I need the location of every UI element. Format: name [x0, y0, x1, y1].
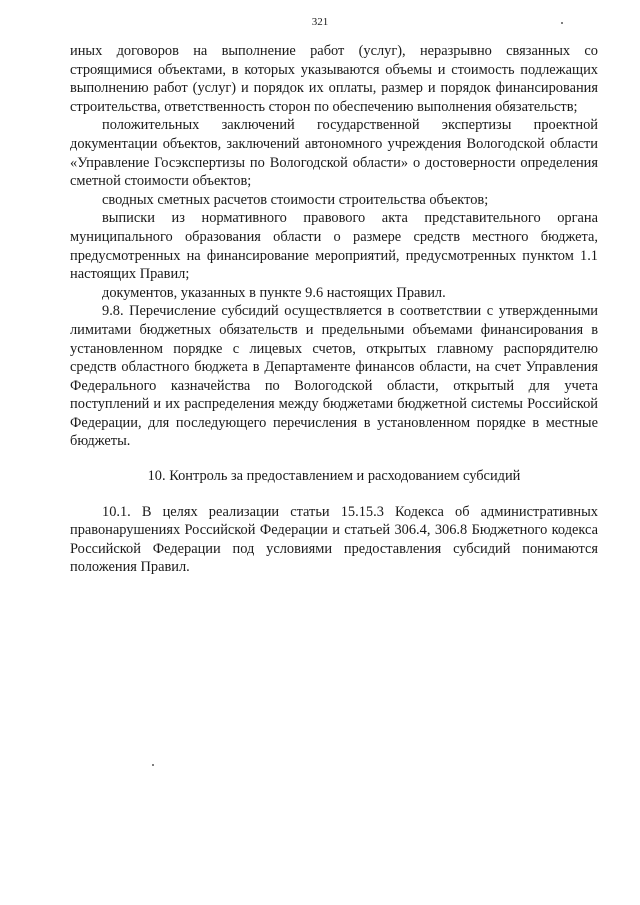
- scan-speck: [152, 764, 154, 766]
- paragraph: документов, указанных в пункте 9.6 настоящих Правил.: [102, 284, 446, 301]
- document-body: [70, 42, 598, 577]
- paragraph: 10.1. В целях реализации статьи 15.15.3 Кодекса об административных правонарушениях Российской Федерации и статьей 306.4, 306.8 Бюджетного кодекса Российской Федерации под условиями предоставления субсидий понимаются положения Правил.: [70, 503, 598, 576]
- scan-speck: [561, 22, 563, 24]
- paragraph: выписки из нормативного правового акта представительного органа муниципального образования области о размере средств местного бюджета, предусмотренных на финансирование мероприятий, предусмотренных пунктом 1.1 настоящих Правил;: [70, 210, 598, 283]
- paragraph: положительных заключений государственной экспертизы проектной документации объектов, заключений автономного учреждения Вологодской области «Управление Госэкспертизы по Вологодской области» о достоверности определения сметной стоимости объектов;: [70, 117, 598, 190]
- paragraph: иных договоров на выполнение работ (услуг), неразрывно связанных со строящимися объектами, в которых указываются объемы и стоимость подлежащих выполнению работ (услуг) и порядок их оплаты, размер и порядок финансирования строительства, ответственность сторон по обеспечению выполнения обязательств;: [70, 43, 598, 115]
- paragraph: сводных сметных расчетов стоимости строительства объектов;: [102, 191, 489, 208]
- section-heading: 10. Контроль за предоставлением и расходованием субсидий: [147, 468, 521, 485]
- paragraph: 9.8. Перечисление субсидий осуществляется в соответствии с утвержденными лимитами бюджетных обязательств и предельными объемами финансирования в установленном порядке с лицевых счетов, открытых главному распорядителю средств областного бюджета в Департаменте финансов области, на счет Управления Федерального казначейства по Вологодской области, открытый для учета поступлений и их распределения между бюджетами бюджетной системы Российской Федерации, для последующего перечисления в установленном порядке в местные бюджеты.: [70, 303, 598, 450]
- page-number: 321: [311, 16, 329, 28]
